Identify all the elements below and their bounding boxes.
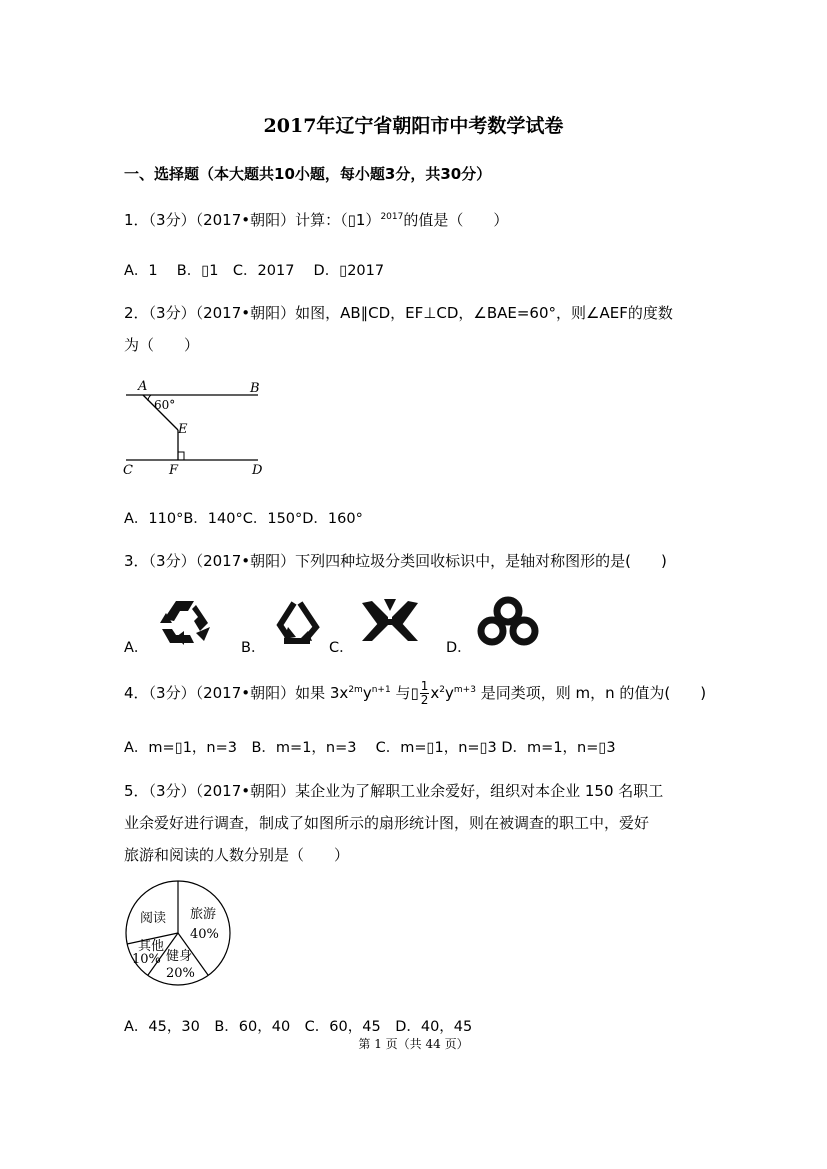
question-5-stem-line1: 5．（3分）（2017•朝阳）某企业为了解职工业余爱好，组织对本企业 150 名职工 [124, 782, 664, 800]
pie-label-read: 阅读 [140, 911, 167, 926]
page-title: 2017年辽宁省朝阳市中考数学试卷 [263, 115, 564, 137]
pie-label-travel: 旅游 [190, 907, 217, 922]
label-f: F [169, 463, 179, 478]
question-4-options: A．m=▯1，n=3 B．m=1，n=3 C．m=▯1，n=▯3 D．m=1，n=▯3 [124, 740, 616, 756]
option-d-label: D． [446, 640, 472, 656]
parallel-lines-figure [118, 372, 268, 482]
recycle-symbol-c-icon [358, 597, 422, 645]
biohazard-symbol-d-icon [474, 595, 542, 649]
missing-glyph-icon: ▯ [201, 263, 210, 279]
missing-glyph-icon: ▯ [174, 740, 183, 756]
recycle-symbol-b-icon [270, 597, 326, 647]
question-2-stem-line1: 2．（3分）（2017•朝阳）如图，AB∥CD，EF⊥CD，∠BAE=60°，则∠AEF的度数 [124, 304, 673, 322]
option-b-label: B． [241, 640, 266, 656]
label-d: D [252, 463, 263, 478]
question-1-stem: 1．（3分）（2017•朝阳）计算：（▯1）$^{2017}$的值是（ ） [124, 211, 509, 229]
right-angle-mark [178, 452, 184, 460]
missing-glyph-icon: ▯ [598, 740, 607, 756]
angle-label: 60° [154, 398, 176, 412]
missing-glyph-icon: ▯ [347, 211, 356, 229]
label-c: C [123, 463, 133, 478]
missing-glyph-icon: ▯ [426, 740, 435, 756]
hobby-pie-chart [120, 880, 240, 990]
label-b: B [250, 381, 260, 396]
angle-arc [148, 395, 151, 401]
question-2-stem-line2: 为（ ） [124, 336, 200, 354]
pie-label-other: 其他 [138, 939, 165, 954]
question-2-options: A．110°B．140°C．150°D．160° [124, 511, 363, 527]
question-5-options: A．45，30 B．60，40 C．60，45 D．40，45 [124, 1019, 473, 1035]
pie-label-travel-pct: 40% [190, 927, 219, 942]
recycle-symbol-a-icon [154, 597, 216, 647]
section-heading: 一、选择题（本大题共10小题，每小题3分，共30分） [124, 165, 492, 183]
question-5-stem-line3: 旅游和阅读的人数分别是（ ） [124, 846, 350, 864]
question-5-stem-line2: 业余爱好进行调查，制成了如图所示的扇形统计图，则在被调查的职工中，爱好 [124, 814, 650, 832]
question-4-stem: 4．（3分）（2017•朝阳）如果 $3x^{2m}y^{n+1}$ 与▯ $\frac{1}{2}$ $x^2y^{m+3}$ 是同类项，则 m，n 的值为( ) [124, 679, 707, 707]
pie-label-other-pct: 10% [132, 952, 161, 967]
missing-glyph-icon: ▯ [410, 684, 419, 702]
label-e: E [178, 422, 188, 437]
question-3-stem: 3．（3分）（2017•朝阳）下列四种垃圾分类回收标识中，是轴对称图形的是( ) [124, 552, 667, 570]
label-a: A [138, 379, 148, 394]
option-a-label: A． [124, 640, 149, 656]
pie-label-fitness: 健身 [166, 949, 193, 964]
question-1-options: A．1 B．▯1 C．2017 D．▯2017 [124, 263, 385, 279]
fraction-one-half: $\frac{1}{2}$ [420, 679, 429, 707]
pie-label-fitness-pct: 20% [166, 966, 195, 981]
missing-glyph-icon: ▯ [339, 263, 348, 279]
page-footer: 第 1 页（共 44 页） [358, 1037, 469, 1051]
missing-glyph-icon: ▯ [479, 740, 488, 756]
option-c-label: C． [329, 640, 354, 656]
